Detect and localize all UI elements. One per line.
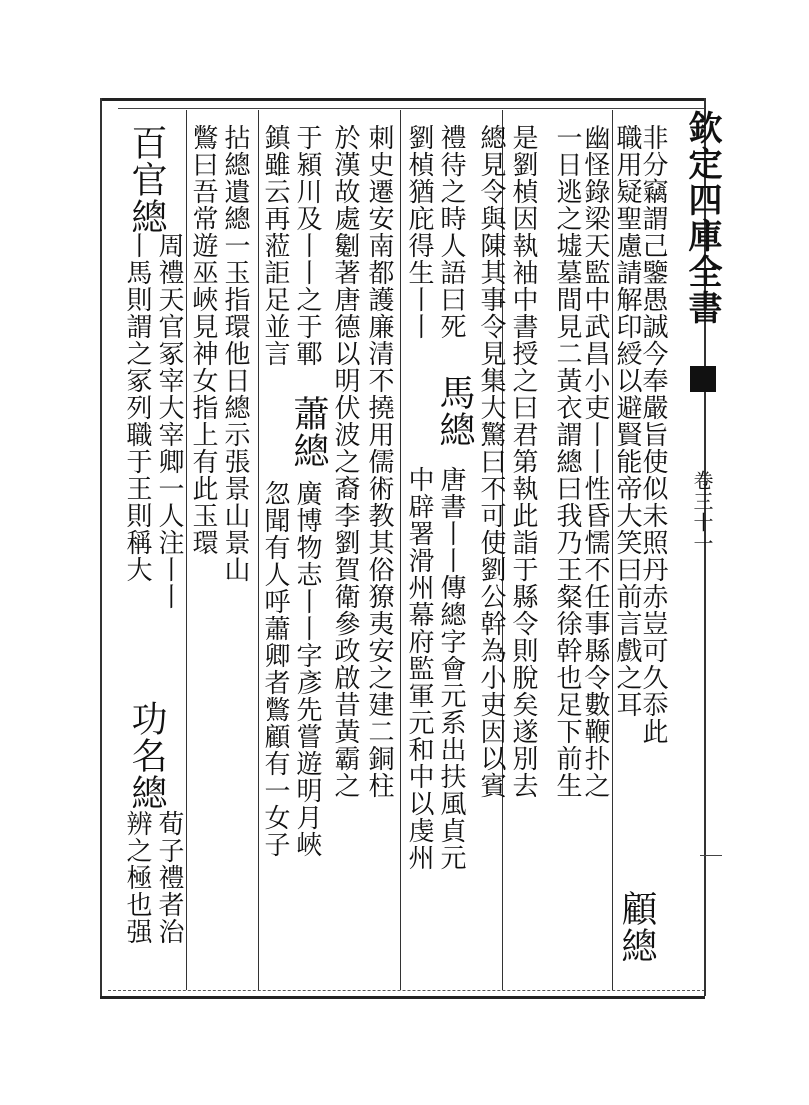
side-rule (700, 855, 722, 856)
frame-bottom-inner-border (108, 990, 705, 991)
text-column: 丨馬則謂之冢列職于王則稱大 (122, 232, 152, 583)
text-column: 刺史遷安南都護廉清不撓用儒術教其俗獠夷安之建二銅柱 (364, 124, 394, 799)
text-column: 劉楨猶庇得生丨丨 (404, 124, 434, 340)
text-column: 非分竊謂己鑒愚誠今奉嚴旨使似未照丹赤豈可久忝此 (638, 124, 668, 745)
frame-top-border (100, 98, 705, 101)
column-rule (186, 110, 187, 990)
entry-heading: 功名總 (126, 700, 167, 811)
text-column: 於漢故處劖著唐德以明伏波之裔李劉賀衛參政啟昔黃霸之 (330, 124, 360, 799)
frame-bottom-border (100, 996, 705, 999)
entry-heading: 馬總 (434, 374, 475, 448)
text-column: 職用疑聖慮請解印綬以避賢能帝大笑曰前言戲之耳 (612, 124, 642, 718)
text-column: 忽聞有人呼蕭卿者鷩顧有一女子 (260, 480, 290, 858)
frame-left-border (100, 98, 102, 996)
text-column: 鎮雖云再蒞詎足並言 (260, 124, 290, 367)
text-column: 是劉楨因執袖中書授之曰君第執此詣于縣令則脫矣遂別去 (508, 124, 538, 799)
volume-label: 卷三十一 (690, 470, 714, 554)
text-column: 廣博物志丨丨字彥先嘗遊明月峽 (292, 480, 322, 858)
book-title: 欽定四庫全書 (682, 110, 722, 326)
text-column: 總見令與陳其事令見集大驚曰不可使劉公幹為小吏因以賓 (476, 124, 506, 799)
text-column: 幽怪錄梁天監中武昌小吏丨丨性昏懦不任事縣令數鞭扑之 (580, 124, 610, 799)
text-column: 辨之極也强 (122, 810, 152, 945)
entry-heading: 百官總 (126, 124, 167, 235)
text-column: 拈總遺總一玉指環他日總示張景山景山 (220, 124, 250, 583)
text-column: 周禮天官冢宰大宰卿一人注丨丨 (154, 232, 184, 610)
entry-heading: 顧總 (616, 890, 657, 964)
text-column: 于潁川及丨丨之于鄆 (292, 124, 322, 367)
text-column: 唐書丨丨傳總字會元系出扶風貞元 (436, 466, 466, 871)
text-column: 一日逃之墟墓間見二黃衣謂總曰我乃王粲徐幹也足下前生 (552, 124, 582, 799)
column-rule (258, 110, 259, 990)
entry-heading: 蕭總 (288, 395, 329, 469)
frame-top-inner-border (118, 108, 705, 109)
text-column: 中辟署滑州幕府監軍元和中以虔州 (404, 466, 434, 871)
text-column: 荀子禮者治 (154, 810, 184, 945)
text-column: 禮待之時人語曰死 (436, 124, 466, 340)
text-column: 鷩曰吾常遊巫峽見神女指上有此玉環 (188, 124, 218, 556)
column-rule (400, 110, 401, 990)
fishtail-mark (690, 366, 716, 392)
